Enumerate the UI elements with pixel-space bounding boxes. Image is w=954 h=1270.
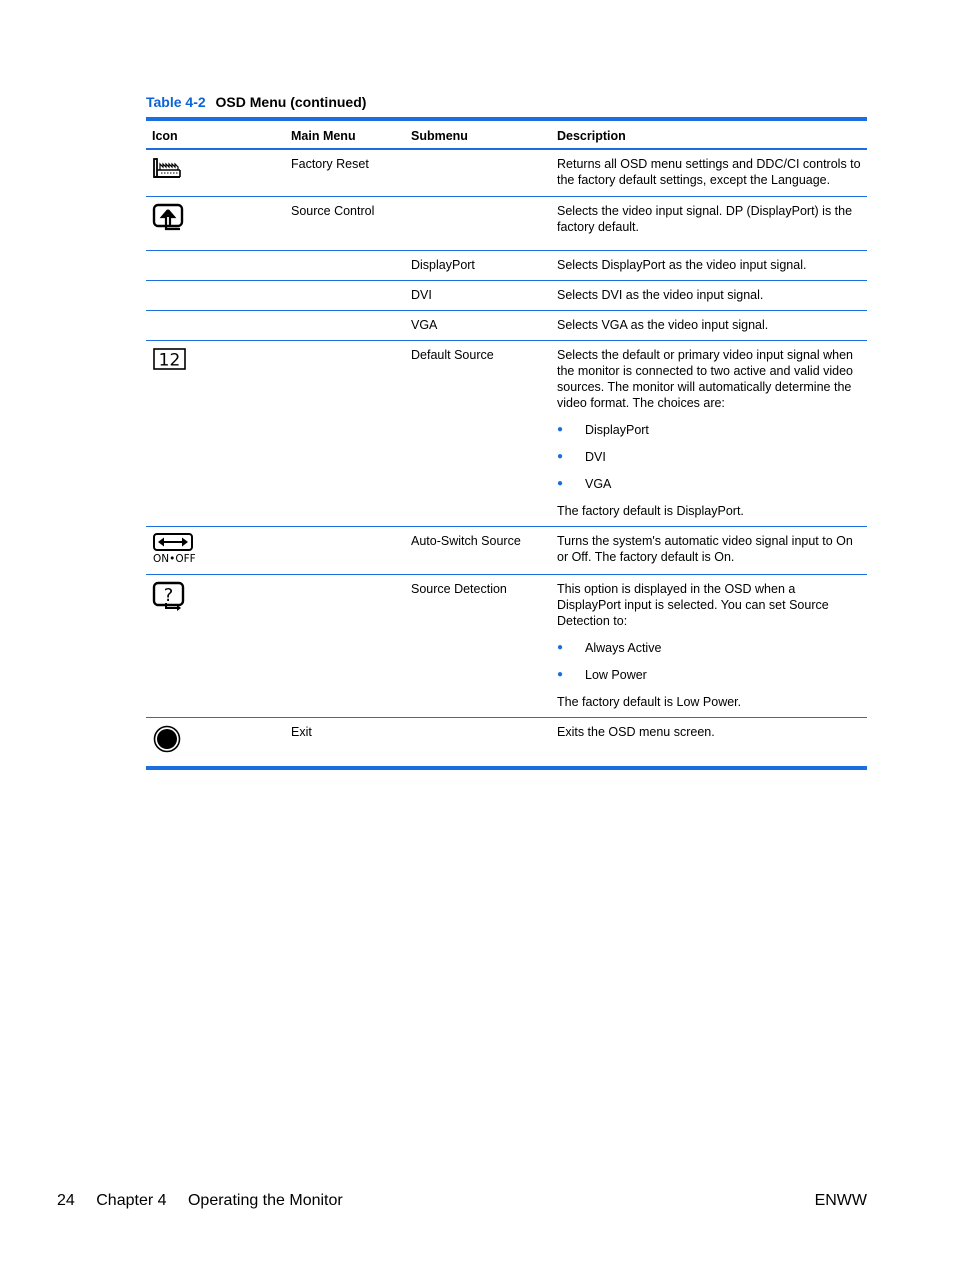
description-text: Returns all OSD menu settings and DDC/CI controls to the factory default settings, except the Language. [557, 157, 861, 187]
icon-cell [146, 196, 285, 250]
table-row [146, 526, 867, 574]
submenu-cell: Source Detection [405, 574, 551, 717]
description-cell [551, 149, 867, 196]
table-row [146, 717, 867, 768]
list-item: ● DVI [557, 449, 861, 465]
main-menu-cell [285, 574, 405, 717]
submenu-cell [405, 149, 551, 196]
main-menu-cell [285, 310, 405, 340]
description-cell [551, 574, 867, 717]
auto-switch-icon-label: ON•OFF [153, 552, 196, 565]
osd-menu-table [146, 117, 867, 770]
table-row [146, 149, 867, 196]
submenu-cell: Auto-Switch Source [405, 526, 551, 574]
header-description: Description [551, 119, 867, 149]
auto-switch-icon [152, 533, 196, 565]
description-cell [551, 310, 867, 340]
default-source-icon [152, 347, 188, 373]
source-detection-icon-mark: ? [163, 584, 174, 606]
icon-cell [146, 717, 285, 768]
submenu-cell: Default Source [405, 340, 551, 526]
description-text: Exits the OSD menu screen. [557, 724, 715, 739]
source-control-icon [152, 203, 186, 235]
list-item: ● Low Power [557, 667, 861, 683]
main-menu-cell: Exit [285, 717, 405, 768]
table-row [146, 280, 867, 310]
main-menu-cell [285, 526, 405, 574]
table-row [146, 250, 867, 280]
submenu-cell: DisplayPort [405, 250, 551, 280]
main-menu-cell [285, 340, 405, 526]
page-footer-left [57, 1192, 360, 1210]
main-menu-cell [285, 250, 405, 280]
submenu-cell: VGA [405, 310, 551, 340]
icon-cell [146, 526, 285, 574]
submenu-cell: DVI [405, 280, 551, 310]
description-cell [551, 340, 867, 526]
list-item: ● DisplayPort [557, 422, 861, 438]
description-text: The factory default is Low Power. [557, 694, 742, 709]
icon-cell [146, 280, 285, 310]
description-text: The factory default is DisplayPort. [557, 503, 744, 518]
description-text: This option is displayed in the OSD when a DisplayPort input is selected. You can set Source Detection to: [557, 581, 829, 628]
list-item: ● Always Active [557, 640, 861, 656]
description-cell [551, 196, 867, 250]
icon-cell [146, 340, 285, 526]
table-number: Table 4-2 [146, 94, 206, 110]
icon-cell [146, 250, 285, 280]
description-text: Selects DisplayPort as the video input signal. [557, 257, 807, 272]
main-menu-cell: Factory Reset [285, 149, 405, 196]
table-row [146, 340, 867, 526]
header-icon: Icon [146, 119, 285, 149]
description-text: Selects DVI as the video input signal. [557, 287, 764, 302]
submenu-cell [405, 196, 551, 250]
description-text: Selects the video input signal. DP (DisplayPort) is the factory default. [557, 203, 853, 234]
description-cell [551, 717, 867, 768]
table-caption [146, 94, 366, 110]
choice-list [557, 422, 861, 492]
table-row [146, 310, 867, 340]
table-title: OSD Menu (continued) [215, 94, 367, 110]
header-submenu: Submenu [405, 119, 551, 149]
description-text: Turns the system's automatic video signal input to On or Off. The factory default is On. [557, 533, 853, 564]
icon-cell [146, 149, 285, 196]
source-detection-icon [152, 581, 188, 613]
table-row [146, 574, 867, 717]
description-text: Selects the default or primary video input signal when the monitor is connected to two active and valid video sources. The monitor will automatically determine the video format. The choices are: [557, 347, 854, 410]
factory-reset-icon [152, 156, 182, 180]
table-header-row [146, 119, 867, 149]
table-row [146, 196, 867, 250]
description-cell [551, 526, 867, 574]
main-menu-cell: Source Control [285, 196, 405, 250]
icon-cell [146, 574, 285, 717]
chapter-title: Operating the Monitor [187, 1192, 343, 1209]
icon-cell [146, 310, 285, 340]
header-main-menu: Main Menu [285, 119, 405, 149]
description-cell [551, 250, 867, 280]
choice-list [557, 640, 861, 683]
main-menu-cell [285, 280, 405, 310]
description-text: Selects VGA as the video input signal. [557, 317, 769, 332]
default-source-icon-number: 12 [158, 350, 181, 370]
submenu-cell [405, 717, 551, 768]
exit-icon [152, 724, 182, 754]
page-footer-right: ENWW [814, 1192, 867, 1209]
description-cell [551, 280, 867, 310]
page-number: 24 [57, 1192, 75, 1209]
list-item: ● VGA [557, 476, 861, 492]
chapter-label: Chapter 4 [96, 1192, 167, 1209]
